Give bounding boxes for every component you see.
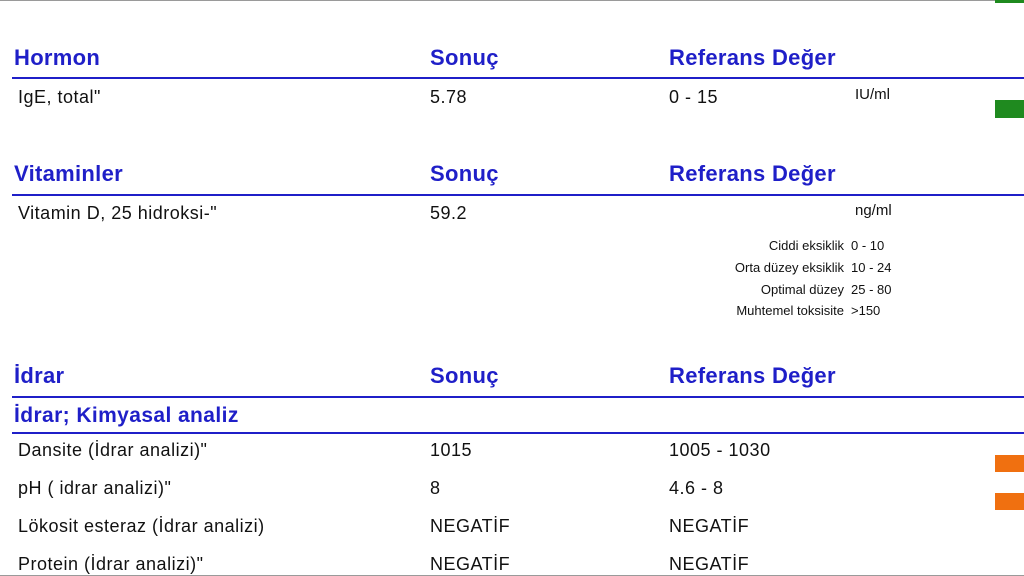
section-title-hormon: Hormon	[14, 45, 101, 70]
test-name: Dansite (İdrar analizi)"	[18, 440, 208, 460]
column-header-result: Sonuç	[430, 363, 499, 388]
column-header-reference-clip	[669, 160, 849, 190]
top-border	[0, 0, 1024, 1]
column-header-reference: Referans Değer	[669, 363, 836, 388]
green-flag	[995, 100, 1024, 118]
test-name: Lökosit esteraz (İdrar analizi)	[18, 516, 265, 536]
test-name: pH ( idrar analizi)"	[18, 478, 172, 498]
test-unit: ng/ml	[855, 202, 892, 219]
test-name: Protein (İdrar analizi)"	[18, 554, 204, 574]
test-reference: NEGATİF	[669, 554, 750, 574]
column-header-reference-clip	[669, 362, 849, 392]
orange-flag	[995, 493, 1024, 510]
reference-range-value: 25 - 80	[851, 282, 892, 297]
subsection-rule	[12, 432, 1024, 434]
reference-range-label: Muhtemel toksisite	[736, 303, 844, 318]
test-result: 5.78	[430, 87, 468, 107]
column-header-result: Sonuç	[430, 161, 499, 186]
section-title-idrar: İdrar	[14, 363, 65, 388]
test-name: Vitamin D, 25 hidroksi-"	[18, 203, 218, 223]
test-result: 8	[430, 478, 441, 498]
test-reference: 4.6 - 8	[669, 478, 724, 498]
test-result: NEGATİF	[430, 554, 511, 574]
green-flag-top	[995, 0, 1024, 3]
test-reference: 0 - 15	[669, 87, 719, 107]
reference-range-value: 0 - 10	[851, 238, 885, 253]
section-title-vitaminler: Vitaminler	[14, 161, 123, 186]
section-rule	[12, 396, 1024, 398]
subsection-title: İdrar; Kimyasal analiz	[14, 404, 239, 427]
test-reference: 1005 - 1030	[669, 440, 771, 460]
column-header-reference: Referans Değer	[669, 45, 836, 70]
reference-range-label: Optimal düzey	[760, 282, 844, 297]
test-unit: IU/ml	[855, 86, 890, 103]
test-result: 1015	[430, 440, 473, 460]
section-rule	[12, 194, 1024, 196]
reference-range-label: Ciddi eksiklik	[768, 238, 844, 253]
column-header-reference-clip	[669, 44, 849, 74]
column-header-reference: Referans Değer	[669, 161, 836, 186]
reference-range-value: 10 - 24	[851, 260, 892, 275]
orange-flag	[995, 455, 1024, 472]
test-result: NEGATİF	[430, 516, 511, 536]
test-name: IgE, total"	[18, 87, 101, 107]
section-rule	[12, 77, 1024, 79]
test-result: 59.2	[430, 203, 468, 223]
column-header-result: Sonuç	[430, 45, 499, 70]
reference-range-value: >150	[851, 303, 881, 318]
test-reference: NEGATİF	[669, 516, 750, 536]
reference-range-label: Orta düzey eksiklik	[734, 260, 844, 275]
